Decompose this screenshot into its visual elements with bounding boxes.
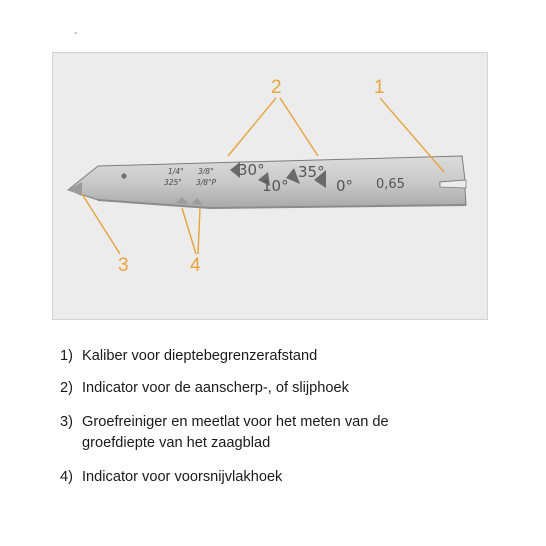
file-size-label-4: 3/8"P xyxy=(196,178,217,187)
tool-hole xyxy=(121,173,126,178)
angle-label-0: 0° xyxy=(336,177,354,195)
legend-number: 4) xyxy=(60,469,73,485)
angle-label-30: 30° xyxy=(238,161,265,179)
legend-number: 2) xyxy=(60,380,73,396)
callout-number-2: 2 xyxy=(271,77,282,98)
callout-number-1: 1 xyxy=(374,77,385,98)
legend-text-line: Indicator voor voorsnijvlakhoek xyxy=(82,469,283,485)
callout-line-4a xyxy=(182,208,196,254)
legend-text-line: Groefreiniger en meetlat voor het meten van de xyxy=(82,414,389,430)
callout-line-3 xyxy=(82,194,120,254)
legend-text-line: Indicator voor de aanscherp-, of slijphoek xyxy=(82,380,349,396)
file-size-label-1: 1/4" xyxy=(168,167,184,176)
callout-number-3: 3 xyxy=(118,255,129,276)
callout-number-4: 4 xyxy=(190,255,201,276)
legend-number: 1) xyxy=(60,348,73,364)
callout-line-2b xyxy=(280,98,318,156)
legend-text-line: Kaliber voor dieptebegrenzerafstand xyxy=(82,348,318,364)
legend-number: 3) xyxy=(60,414,73,430)
depth-value-label: 0,65 xyxy=(376,177,405,192)
callout-line-4b xyxy=(198,208,200,254)
angle-label-10: 10° xyxy=(262,177,289,195)
file-size-label-2: 325" xyxy=(164,178,182,187)
legend-text-line: groefdiepte van het zaagblad xyxy=(82,435,271,451)
angle-label-35: 35° xyxy=(298,163,325,181)
file-size-label-3: 3/8" xyxy=(198,167,214,176)
callout-line-2a xyxy=(228,98,276,156)
corner-mark: - xyxy=(74,28,78,39)
